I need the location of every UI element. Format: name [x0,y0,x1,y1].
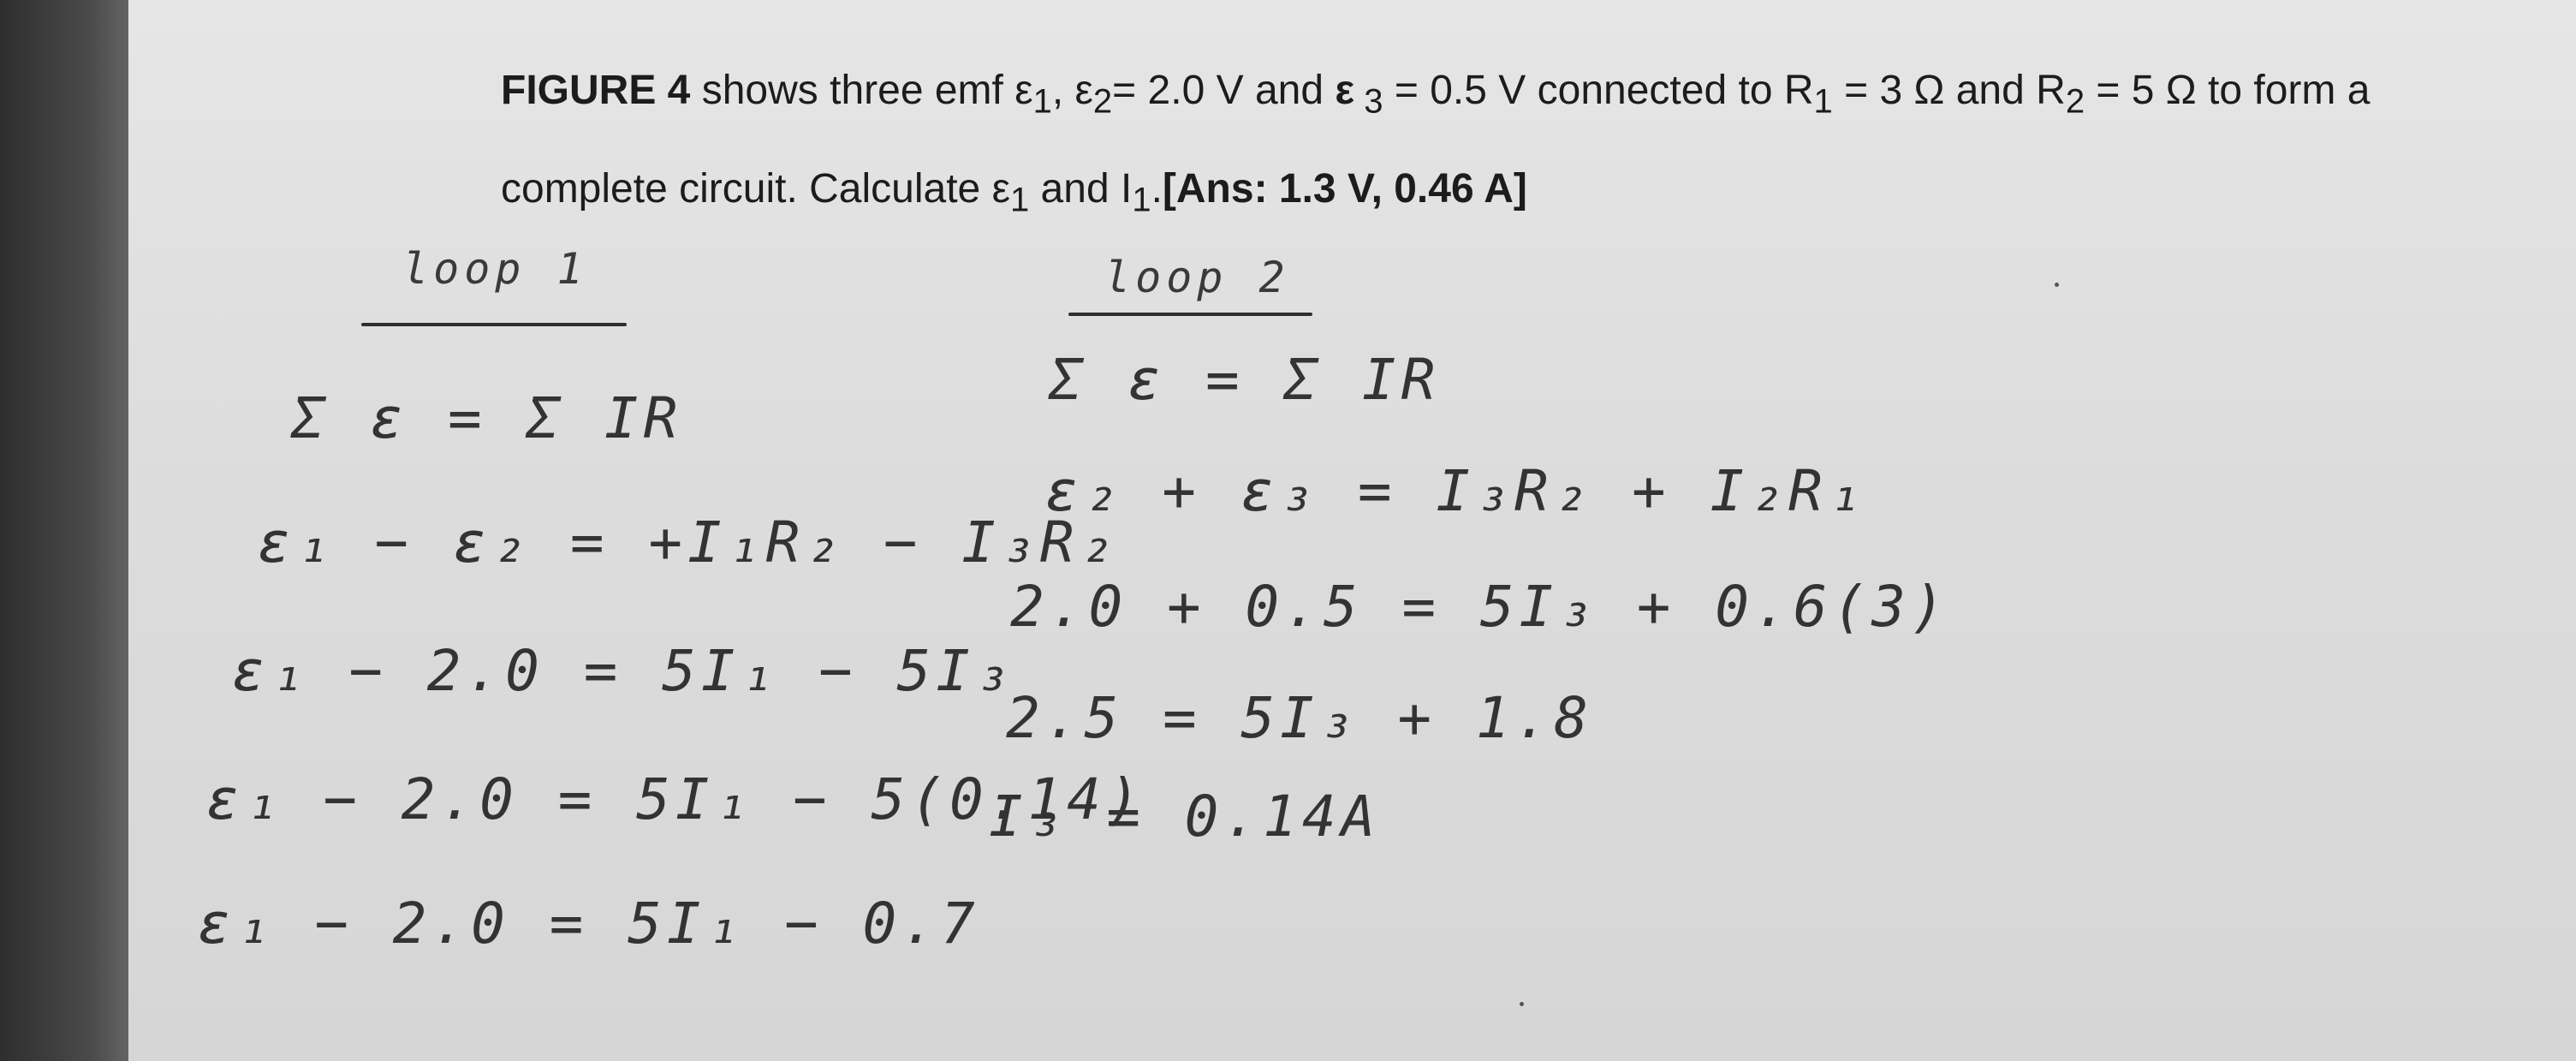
question-part: = 2.0 V and [1112,68,1336,113]
question-part: = 3 Ω and R [1832,68,2066,113]
paper-speck [1520,1002,1524,1006]
loop2-line-1: Σ ε = Σ IR [1049,347,1441,413]
subscript: 1 [1009,181,1030,219]
loop1-underline [361,323,627,326]
question-text [501,47,2436,243]
question-part: = 0.5 V connected to R [1383,68,1814,113]
loop1-heading: loop 1 [402,244,588,294]
loop2-line-5: I₃ = 0.14A [989,784,1381,849]
loop2-heading: loop 2 [1104,253,1290,302]
question-part: . [1151,165,1163,212]
subscript: 3 [1354,82,1383,121]
loop1-line-3: ε₁ − 2.0 = 5I₁ − 5I₃ [231,638,1014,704]
loop2-line-3: 2.0 + 0.5 = 5I₃ + 0.6(3) [1010,574,1950,640]
question-part: shows three emf ε [690,68,1033,113]
subscript: 2 [2065,82,2085,121]
loop2-line-2: ε₂ + ε₃ = I₃R₂ + I₂R₁ [1044,458,1867,524]
paper-speck [2055,283,2059,287]
loop2-line-4: 2.5 = 5I₃ + 1.8 [1006,685,1594,751]
emf-symbol: ε [1335,68,1355,113]
loop1-line-5: ε₁ − 2.0 = 5I₁ − 0.7 [197,891,980,957]
figure-label: FIGURE 4 [501,68,691,113]
answer: [Ans: 1.3 V, 0.46 A] [1162,165,1527,212]
loop1-line-1: Σ ε = Σ IR [291,385,683,451]
subscript: 2 [1092,82,1113,121]
question-part: , ε [1051,68,1093,113]
loop1-line-2: ε₁ − ε₂ = +I₁R₂ − I₃R₂ [257,510,1119,575]
subscript: 1 [1132,181,1151,219]
question-part: = 5 Ω to form a complete circuit. Calculate ε [501,68,2371,212]
question-part: and I [1029,165,1133,212]
subscript: 1 [1032,82,1052,121]
loop2-underline [1068,313,1312,316]
loop1-line-4: ε₁ − 2.0 = 5I₁ − 5(0.14) [205,766,1145,832]
subscript: 1 [1813,82,1833,121]
